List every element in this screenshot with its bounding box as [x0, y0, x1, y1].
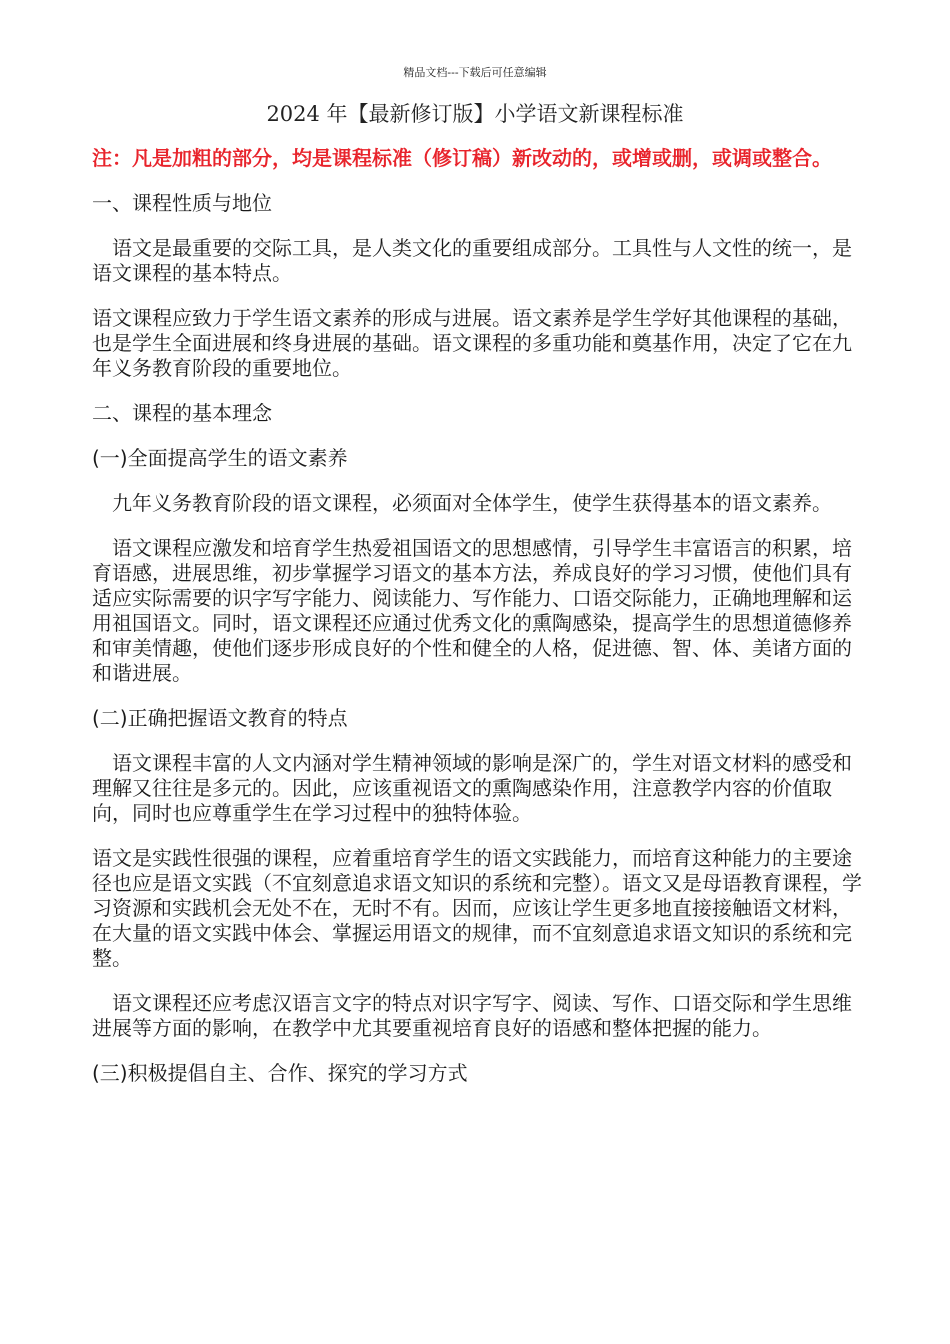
paragraph: 语文课程应激发和培育学生热爱祖国语文的思想感情，引导学生丰富语言的积累，培育语感，进展思维，初步掌握学习语文的基本方法，养成良好的学习习惯，使他们具有适应实际需要的识字写字能力、阅读能力、写作能力、口语交际能力，正确地理解和运用祖国语文。同时，语文课程还应通过优秀文化的熏陶感染，提高学生的思想道德修养和审美情趣，使他们逐步形成良好的个性和健全的人格，促进德、智、体、美诸方面的和谐进展。: [92, 536, 852, 685]
paragraph: 语文课程丰富的人文内涵对学生精神领域的影响是深广的，学生对语文材料的感受和理解又往往是多元的。因此，应该重视语文的熏陶感染作用，注意教学内容的价值取向，同时也应尊重学生在学习过程中的独特体验。: [92, 751, 852, 825]
paragraph: 语文是最重要的交际工具，是人类文化的重要组成部分。工具性与人文性的统一，是语文课程的基本特点。: [92, 236, 852, 285]
header-note: 精品文档---下载后可任意编辑: [403, 66, 547, 79]
section-heading-2: 二、课程的基本理念: [92, 401, 272, 425]
subsection-heading-3: (三)积极提倡自主、合作、探究的学习方式: [92, 1061, 468, 1085]
document-body: [92, 146, 862, 1106]
subsection-heading-1: (一)全面提高学生的语文素养: [92, 446, 348, 470]
paragraph: 语文课程应致力于学生语文素养的形成与进展。语文素养是学生学好其他课程的基础，也是学生全面进展和终身进展的基础。语文课程的多重功能和奠基作用，决定了它在九年义务教育阶段的重要地位。: [92, 306, 852, 380]
document-title: 2024 年【最新修订版】小学语文新课程标准: [266, 102, 684, 126]
section-heading-1: 一、课程性质与地位: [92, 191, 272, 215]
revision-notice: 注：凡是加粗的部分，均是课程标准（修订稿）新改动的，或增或删，或调或整合。: [92, 146, 832, 170]
paragraph: 语文课程还应考虑汉语言文字的特点对识字写字、阅读、写作、口语交际和学生思维进展等方面的影响，在教学中尤其要重视培育良好的语感和整体把握的能力。: [92, 991, 852, 1040]
subsection-heading-2: (二)正确把握语文教育的特点: [92, 706, 348, 730]
paragraph: 语文是实践性很强的课程，应着重培育学生的语文实践能力，而培育这种能力的主要途径也应是语文实践（不宜刻意追求语文知识的系统和完整）。语文又是母语教育课程，学习资源和实践机会无处不在，无时不有。因而，应该让学生更多地直接接触语文材料，在大量的语文实践中体会、掌握运用语文的规律，而不宜刻意追求语文知识的系统和完整。: [92, 846, 862, 970]
paragraph: 九年义务教育阶段的语文课程，必须面对全体学生，使学生获得基本的语文素养。: [112, 491, 832, 515]
